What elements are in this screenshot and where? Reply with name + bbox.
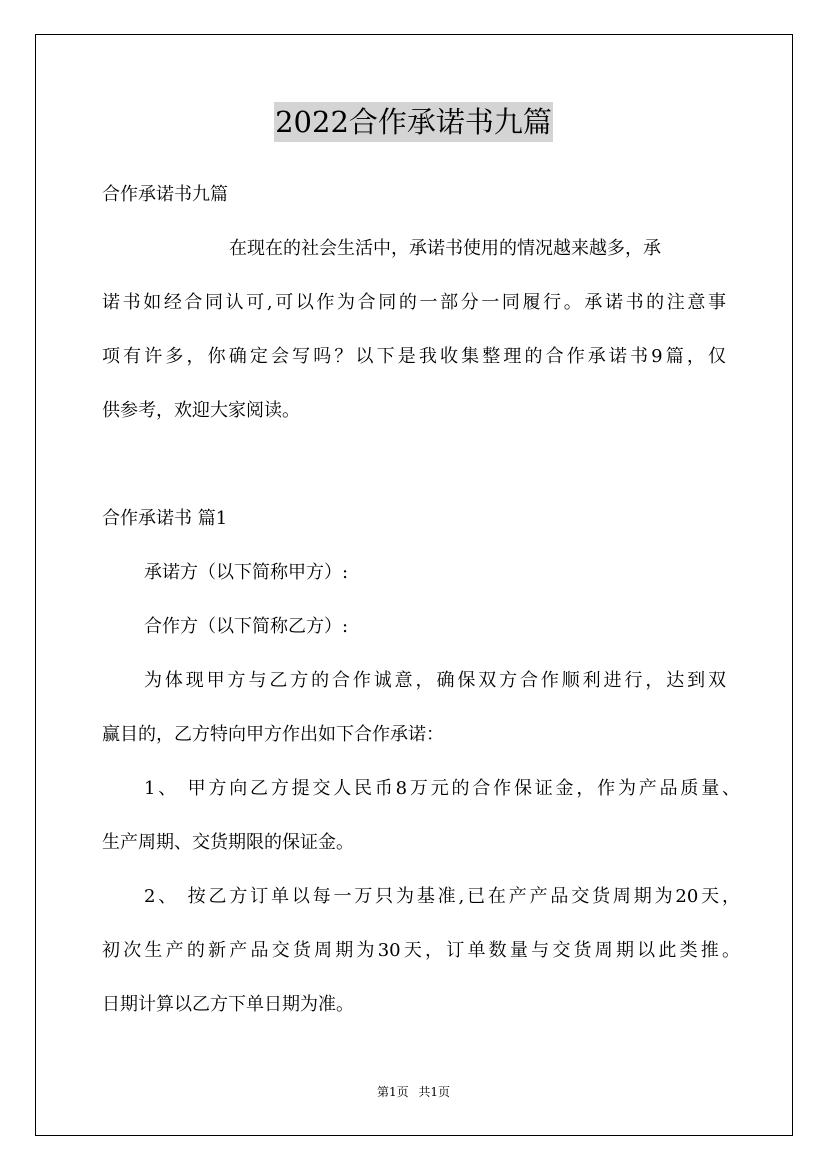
document-subtitle: 合作承诺书九篇 xyxy=(102,184,228,205)
intro-line-1: 在现在的社会生活中，承诺书使用的情况越来越多，承 xyxy=(229,238,661,259)
body-line-6: 生产周期、交货期限的保证金。 xyxy=(102,832,354,853)
page-total: 共1页 xyxy=(418,1085,451,1099)
body-line-7: 2、 按乙方订单以每一万只为基准,已在产产品交货周期为20天， xyxy=(144,886,740,907)
page-footer xyxy=(0,1084,827,1100)
body-line-3: 为体现甲方与乙方的合作诚意，确保双方合作顺利进行，达到双 xyxy=(144,670,726,691)
section-heading: 合作承诺书 篇1 xyxy=(102,508,228,529)
intro-line-2: 诺书如经合同认可,可以作为合同的一部分一同履行。承诺书的注意事 xyxy=(102,292,726,313)
page-number: 第1页 xyxy=(376,1085,409,1099)
body-line-4: 赢目的，乙方特向甲方作出如下合作承诺： xyxy=(102,724,444,745)
body-line-8: 初次生产的新产品交货周期为30天，订单数量与交货周期以此类推。 xyxy=(102,940,740,961)
body-line-9: 日期计算以乙方下单日期为准。 xyxy=(102,994,354,1015)
body-line-5: 1、 甲方向乙方提交人民币8万元的合作保证金，作为产品质量、 xyxy=(144,778,740,799)
title-container xyxy=(0,102,827,142)
body-line-2: 合作方（以下简称乙方）: xyxy=(144,616,349,637)
body-line-1: 承诺方（以下简称甲方）: xyxy=(144,562,349,583)
document-title: 2022合作承诺书九篇 xyxy=(274,102,553,142)
intro-line-3: 项有许多，你确定会写吗？以下是我收集整理的合作承诺书9篇，仅 xyxy=(102,346,726,367)
intro-line-4: 供参考，欢迎大家阅读。 xyxy=(102,400,300,421)
